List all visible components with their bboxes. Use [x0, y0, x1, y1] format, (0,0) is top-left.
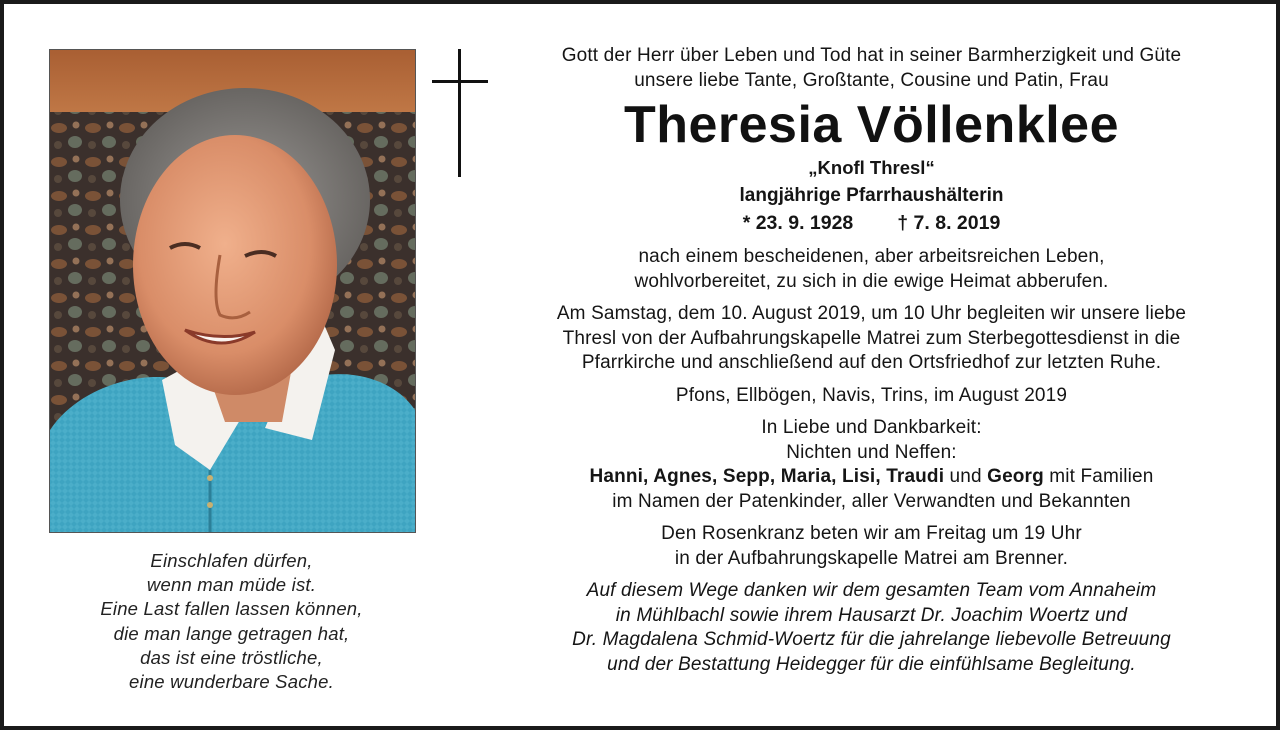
mourners-last-name: Georg	[987, 466, 1044, 487]
nickname: „Knofl Thresl“	[808, 157, 935, 178]
poem-line: Einschlafen dürfen,	[150, 550, 313, 571]
passing-line: wohlvorbereitet, zu sich in die ewige Heimat abberufen.	[634, 270, 1109, 292]
poem	[49, 549, 414, 694]
rosary-line: Den Rosenkranz beten wir am Freitag um 19 Uhr	[661, 523, 1082, 544]
funeral-line: Thresl von der Aufbahrungskapelle Matrei zum Sterbegottesdienst in die	[562, 327, 1181, 349]
birth-date: * 23. 9. 1928	[742, 212, 854, 234]
mourners-suffix: mit Familien	[1043, 466, 1154, 487]
mourners-line: In Liebe und Dankbarkeit:	[761, 417, 982, 438]
mourners-and: und	[944, 466, 988, 487]
obituary-text	[504, 44, 1239, 677]
intro-line: unsere liebe Tante, Großtante, Cousine und Patin, Frau	[634, 69, 1109, 91]
life-dates	[504, 209, 1239, 237]
portrait-image	[50, 50, 415, 532]
poem-line: eine wunderbare Sache.	[129, 671, 334, 693]
mourners-names	[504, 465, 1239, 490]
thanks-line: in Mühlbachl sowie ihrem Hausarzt Dr. Joachim Woertz und	[615, 604, 1128, 626]
role: langjährige Pfarrhaushälterin	[739, 185, 1004, 206]
funeral-line: Pfarrkirche und anschließend auf den Ortsfriedhof zur letzten Ruhe.	[581, 352, 1162, 373]
mourners-line: Nichten und Neffen:	[786, 441, 957, 463]
rosary-line: in der Aufbahrungskapelle Matrei am Brenner.	[674, 547, 1069, 569]
poem-line: das ist eine tröstliche,	[140, 646, 323, 668]
portrait-photo	[49, 49, 416, 533]
poem-line: wenn man müde ist.	[146, 574, 317, 596]
deceased-name: Theresia Völlenklee	[623, 96, 1120, 154]
thanks-line: und der Bestattung Heidegger für die einfühlsame Begleitung.	[607, 653, 1136, 675]
funeral-line: Am Samstag, dem 10. August 2019, um 10 Uhr begleiten wir unsere liebe	[556, 303, 1187, 324]
intro-line: Gott der Herr über Leben und Tod hat in seiner Barmherzigkeit und Güte	[561, 45, 1182, 66]
thanks-line: Dr. Magdalena Schmid-Woertz für die jahrelange liebevolle Betreuung	[572, 629, 1171, 650]
poem-line: die man lange getragen hat,	[113, 622, 350, 644]
poem-line: Eine Last fallen lassen können,	[100, 598, 363, 620]
passing-line: nach einem bescheidenen, aber arbeitsreichen Leben,	[638, 246, 1105, 267]
mourners-line: im Namen der Patenkinder, aller Verwandten und Bekannten	[612, 490, 1131, 512]
place-date: Pfons, Ellbögen, Navis, Trins, im August 2019	[675, 384, 1068, 406]
thanks-line: Auf diesem Wege danken wir dem gesamten Team vom Annaheim	[586, 580, 1157, 601]
mourners-bold-names: Hanni, Agnes, Sepp, Maria, Lisi, Traudi	[589, 466, 945, 487]
cross-icon	[432, 49, 488, 177]
death-date: † 7. 8. 2019	[897, 212, 1001, 234]
